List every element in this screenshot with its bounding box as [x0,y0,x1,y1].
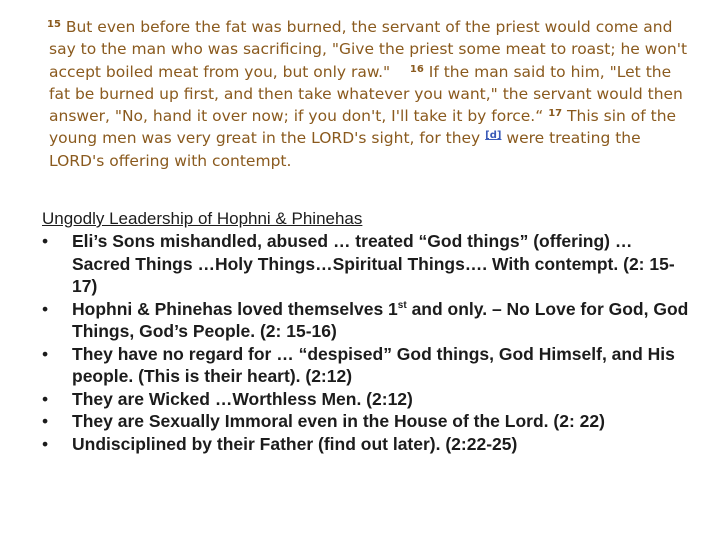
outline-section [42,208,692,455]
bullet-icon: • [42,298,49,319]
list-item-text: Eli’s Sons mishandled, abused … treated “God things” (offering) … Sacred Things …Holy Things…Spiritual Things…. With contempt. (2: 15-17) [72,231,675,296]
bullet-icon: • [42,411,49,431]
list-item-text: Undisciplined by their Father (find out later). (2:22-25) [72,433,518,454]
outline-list [42,230,692,455]
verse-number-16: 16 [409,63,424,75]
list-item [42,410,692,433]
verse-17-end: were treating the LORD's offering with contempt. [49,129,641,170]
list-item-text: Hophni & Phinehas loved themselves 1 [72,298,398,319]
list-item [42,230,692,298]
outline-heading: Ungodly Leadership of Hophni & Phinehas [42,209,363,228]
list-item [42,343,692,388]
list-item [42,388,692,411]
scripture-passage [49,16,689,172]
bullet-icon: • [42,343,49,364]
list-item-text: They have no regard for … “despised” God things, God Himself, and His people. (This is their heart). (2:12) [72,343,675,386]
verse-number-15: 15 [47,19,61,30]
footnote-link[interactable]: [d] [485,130,502,142]
list-item-text-rest: and only. – No Love for God, God Things, God’s People. (2: 15-16) [72,298,689,341]
ordinal-suffix: st [397,299,407,311]
bullet-icon: • [42,231,49,251]
bullet-icon: • [42,433,49,454]
list-item-text: They are Wicked …Worthless Men. (2:12) [72,388,413,409]
verse-16-text: If the man said to him, "Let the fat be burned up first, and then take whatever you want," the servant would then answer, "No, hand it over now; if you don't, I'll take it by force.“ [49,62,683,126]
list-item-text: They are Sexually Immoral even in the House of the Lord. (2: 22) [72,411,605,431]
bullet-icon: • [42,388,49,409]
verse-17-text: This sin of the young men was very great in the LORD's sight, for they [49,107,677,148]
list-item [42,298,692,343]
verse-number-17: 17 [548,108,563,120]
verse-15-text: But even before the fat was burned, the servant of the priest would come and say to the man who was sacrificing, "Give the priest some meat to roast; he won't accept boiled meat from you, but only raw." [49,18,688,81]
list-item [42,433,692,456]
